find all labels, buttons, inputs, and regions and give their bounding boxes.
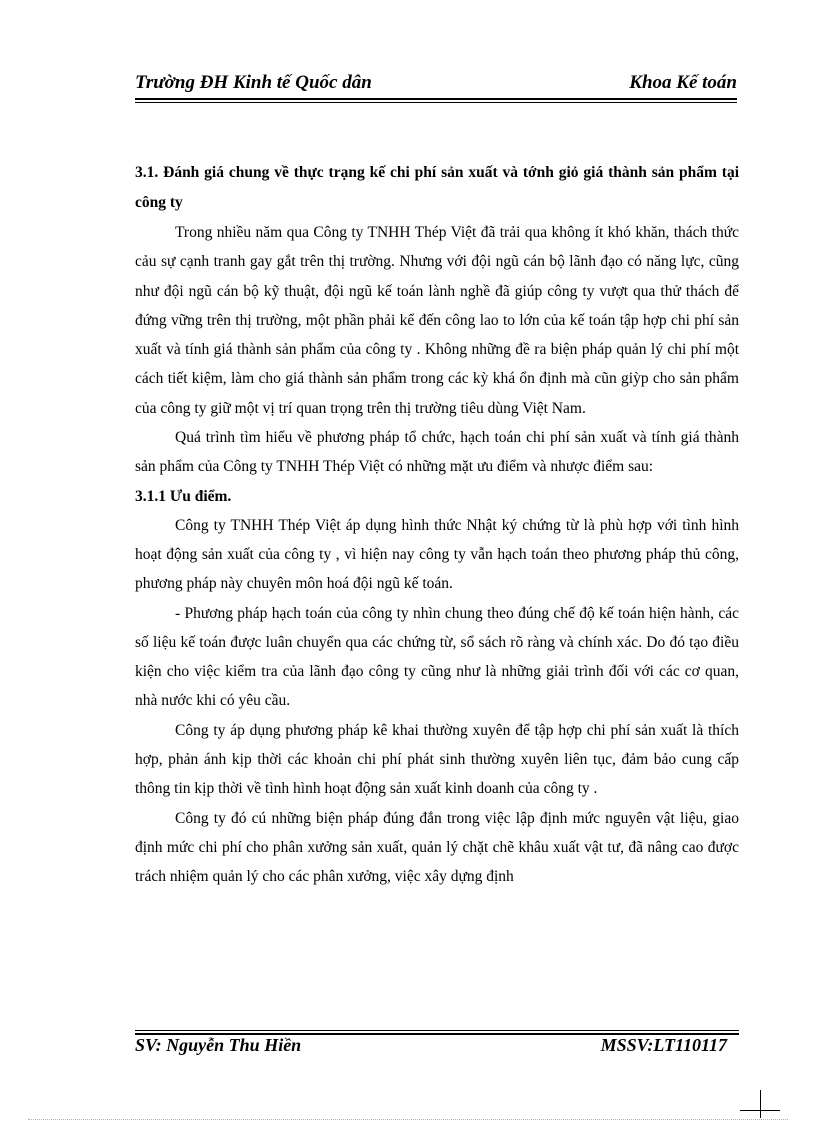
header-rule-thick [135,98,737,100]
page-bottom-edge [28,1119,788,1120]
page-footer [135,1035,727,1059]
page-header [135,72,737,96]
sub-heading: 3.1.1 Ưu điểm. [135,487,232,505]
paragraph-3: Công ty TNHH Thép Việt áp dụng hình thức Nhật ký chứng từ là phù hợp với tình hình hoạt động sản xuất của công ty , vì hiện nay công ty vẫn hạch toán theo phương pháp thủ công, phương pháp này chuyên môn hoá đội ngũ kế toán. [135,516,739,593]
footer-student: SV: Nguyễn Thu Hiền [135,1035,302,1055]
paragraph-1: Trong nhiều năm qua Công ty TNHH Thép Việt đã trải qua không ít khó khăn, thách thức cảu sự cạnh tranh gay gắt trên thị trường. Nhưng với đội ngũ cán bộ lãnh đạo có năng lực, cũng như đội ngũ cán bộ kỹ thuật, đội ngũ kế toán lành nghề đã giúp công ty vượt qua thử thách để đứng vững trên thị trường, một phần phải kể đến công lao to lớn của kế toán tập hợp chi phí sản xuất và tính giá thành sản phẩm của công ty . Không những đề ra biện pháp quản lý chi phí một cách tiết kiệm, làm cho giá thành sản phẩm trong các kỳ khá ổn định mà cũn giỳp cho sản phẩm của công ty giữ một vị trí quan trọng trên thị trường tiêu dùng Việt Nam. [135,224,739,417]
footer-rule-thin [135,1030,739,1031]
page-body [135,158,739,892]
crop-mark-horizontal [740,1110,780,1111]
crop-mark-vertical [760,1090,761,1118]
paragraph-6: Công ty đó cú những biện pháp đúng đắn trong việc lập định mức nguyên vật liệu, giao định mức chi phí cho phân xưởng sản xuất, quản lý chặt chẽ khâu xuất vật tư, đã nâng cao được trách nhiệm quản lý cho các phân xưởng, việc xây dựng định [135,809,739,886]
header-university: Trường ĐH Kinh tế Quốc dân [135,72,372,93]
footer-student-id: MSSV:LT110117 [600,1035,727,1055]
header-rule-thin [135,102,737,103]
header-faculty: Khoa Kế toán [629,72,737,93]
paragraph-2: Quá trình tìm hiểu về phương pháp tổ chức, hạch toán chi phí sản xuất và tính giá thành sản phẩm của Công ty TNHH Thép Việt có những mặt ưu điểm và nhược điểm sau: [135,429,739,476]
paragraph-5: Công ty áp dụng phương pháp kê khai thường xuyên để tập hợp chi phí sản xuất là thích hợp, phản ánh kịp thời các khoản chi phí phát sinh thường xuyên liên tục, đảm bảo cung cấp thông tin kịp thời về tình hình hoạt động sản xuất kinh doanh của công ty . [135,721,739,798]
paragraph-4: - Phương pháp hạch toán của công ty nhìn chung theo đúng chế độ kế toán hiện hành, các số liệu kế toán được luân chuyển qua các chứng từ, sổ sách rõ ràng và chính xác. Do đó tạo điều kiện cho việc kiểm tra của lãnh đạo công ty cũng như là những giải trình đối với các cơ quan, nhà nước khi có yêu cầu. [135,604,739,710]
section-heading: 3.1. Đánh giá chung về thực trạng kế chi phí sản xuất và tớnh giỏ giá thành sản phẩm tại công ty [135,164,739,211]
